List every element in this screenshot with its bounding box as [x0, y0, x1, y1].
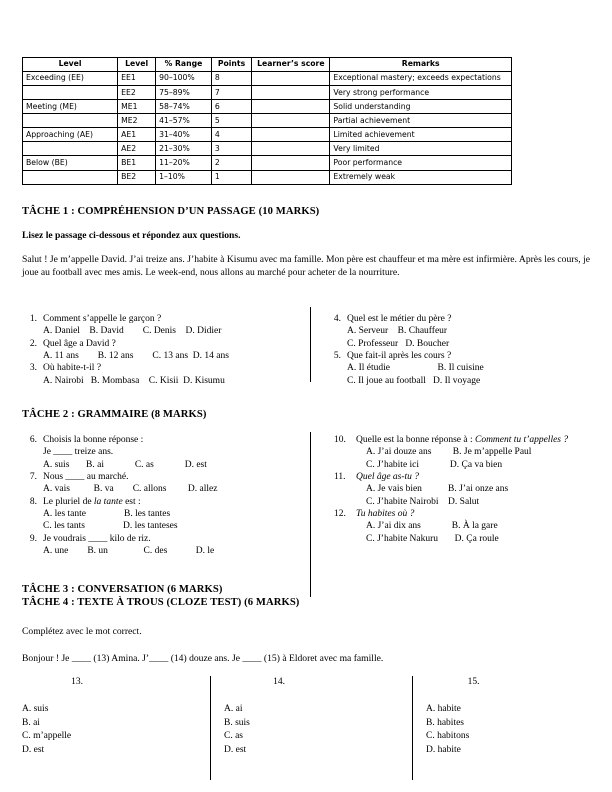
cell-level-code: EE1 — [118, 72, 156, 86]
question-item — [334, 508, 602, 545]
question-item — [26, 471, 316, 496]
cloze-item-number: 13. — [71, 677, 83, 687]
cell-remarks: Very strong performance — [330, 86, 512, 100]
column-divider-task2 — [310, 432, 311, 597]
cell-remarks: Limited achievement — [330, 128, 512, 142]
grading-rubric-table — [22, 57, 512, 185]
stem-italic: la tante — [93, 496, 123, 507]
question-options[interactable]: C. Professeur D. Boucher — [347, 338, 450, 349]
cloze-divider-left — [210, 676, 211, 780]
cell-learner-score[interactable] — [252, 142, 330, 156]
question-number: 2. — [29, 338, 37, 349]
cell-learner-score[interactable] — [252, 156, 330, 170]
cloze-column-14 — [224, 676, 409, 757]
rubric-table-body — [23, 72, 512, 185]
question-options[interactable]: A. suis B. ai C. as D. est — [43, 459, 207, 470]
cloze-divider-right — [412, 676, 413, 780]
stem-prefix: Quelle est la bonne réponse à : — [356, 435, 475, 445]
cell-level-band: Meeting (ME) — [23, 100, 118, 114]
task3-heading: TÂCHE 3 : CONVERSATION (6 MARKS) — [22, 584, 223, 595]
cell-percent-range: 1–10% — [156, 170, 212, 184]
question-number: 4. — [333, 314, 341, 324]
question-number: 7. — [29, 472, 37, 483]
cell-remarks: Exceptional mastery; exceeds expectations — [330, 72, 512, 86]
question-item — [334, 471, 602, 508]
stem-prefix: Le pluriel de — [43, 496, 94, 507]
cloze-option[interactable]: A. ai — [224, 704, 243, 715]
cell-percent-range: 58–74% — [156, 100, 212, 114]
cell-level-code: EE2 — [118, 86, 156, 100]
question-item — [26, 496, 316, 533]
question-number: 9. — [29, 533, 37, 544]
header-level-code: Level — [118, 58, 156, 72]
question-item — [334, 434, 602, 471]
question-stem: Quel âge a David ? — [43, 338, 116, 349]
question-number: 6. — [29, 435, 37, 445]
stem-italic: Tu habites où ? — [356, 509, 415, 520]
question-body — [43, 533, 316, 558]
question-options[interactable]: A. vais B. va C. allons D. allez — [43, 484, 218, 495]
cell-percent-range: 21–30% — [156, 142, 212, 156]
cell-percent-range: 11–20% — [156, 156, 212, 170]
question-stem: Comment s’appelle le garçon ? — [43, 314, 162, 324]
question-stem: Quel est le métier du père ? — [347, 314, 452, 324]
cell-level-band — [23, 114, 118, 128]
cell-level-band — [23, 170, 118, 184]
cloze-option[interactable]: B. ai — [22, 717, 40, 728]
cell-level-code: BE1 — [118, 156, 156, 170]
question-body — [43, 362, 306, 387]
table-header-row — [23, 58, 512, 72]
cell-points: 2 — [211, 156, 251, 170]
question-item — [26, 362, 306, 387]
cell-level-band — [23, 142, 118, 156]
cell-remarks: Solid understanding — [330, 100, 512, 114]
question-subtext: Je ____ treize ans. — [43, 447, 114, 458]
question-number: 10. — [334, 435, 346, 445]
table-row — [23, 170, 512, 184]
header-level-band: Level — [23, 58, 118, 72]
question-options[interactable]: C. J’habite ici D. Ça va bien — [366, 459, 503, 470]
question-body — [347, 313, 605, 350]
cloze-option[interactable]: C. m’appelle — [22, 731, 72, 742]
table-row — [23, 100, 512, 114]
cloze-option[interactable]: C. as — [224, 731, 243, 742]
question-options[interactable]: A. une B. un C. des D. le — [43, 546, 215, 557]
table-row — [23, 156, 512, 170]
task2-heading: TÂCHE 2 : GRAMMAIRE (8 MARKS) — [22, 409, 207, 420]
question-body — [43, 338, 306, 363]
stem-italic: Quel âge as-tu ? — [356, 472, 420, 483]
task4-cloze-text: Bonjour ! Je ____ (13) Amina. J’____ (14) douze ans. Je ____ (15) à Eldoret avec ma famille. — [22, 653, 384, 664]
question-item — [26, 313, 306, 338]
column-divider-task1 — [310, 307, 311, 382]
task2-questions-right — [334, 434, 602, 545]
cloze-option[interactable]: D. est — [224, 744, 247, 755]
table-row — [23, 142, 512, 156]
cell-points: 5 — [211, 114, 251, 128]
question-body — [43, 313, 306, 338]
question-body — [43, 471, 316, 496]
cloze-column-13 — [22, 676, 207, 757]
question-options[interactable]: A. J’ai douze ans B. Je m’appelle Paul — [366, 447, 532, 458]
cloze-option[interactable]: C. habitons — [426, 731, 470, 742]
cell-points: 7 — [211, 86, 251, 100]
cell-learner-score[interactable] — [252, 128, 330, 142]
question-body — [356, 434, 602, 471]
header-remarks: Remarks — [330, 58, 512, 72]
cell-points: 6 — [211, 100, 251, 114]
cloze-item-number: 15. — [467, 677, 480, 687]
question-number: 3. — [29, 363, 37, 374]
cell-level-code: BE2 — [118, 170, 156, 184]
question-options[interactable]: C. les tants D. les tanteses — [43, 521, 178, 532]
cell-level-code: AE1 — [118, 128, 156, 142]
stem-suffix: est : — [122, 496, 141, 507]
task1-heading: TÂCHE 1 : COMPRÉHENSION D’UN PASSAGE (10 MARKS) — [22, 206, 320, 217]
task1-instruction: Lisez le passage ci-dessous et répondez aux questions. — [22, 230, 241, 241]
cell-learner-score[interactable] — [252, 114, 330, 128]
table-row — [23, 72, 512, 86]
question-stem — [356, 508, 602, 520]
cloze-option[interactable]: D. habite — [426, 744, 461, 755]
question-stem: Je voudrais ____ kilo de riz. — [43, 533, 151, 544]
question-options[interactable]: A. J’ai dix ans B. À la gare — [366, 521, 498, 532]
question-number: 12. — [334, 509, 346, 520]
question-stem: Que fait-il après les cours ? — [347, 351, 452, 362]
stem-italic: Comment tu t’appelles ? — [474, 435, 569, 445]
cell-learner-score[interactable] — [252, 170, 330, 184]
cloze-option[interactable]: B. suis — [224, 717, 250, 728]
cell-points: 4 — [211, 128, 251, 142]
question-item — [26, 338, 306, 363]
cloze-option[interactable]: A. suis — [22, 704, 49, 715]
header-points: Points — [211, 58, 251, 72]
question-stem — [43, 496, 316, 508]
header-percent-range: % Range — [156, 58, 212, 72]
rubric-table — [22, 57, 512, 185]
question-stem — [356, 471, 602, 483]
cell-level-code: AE2 — [118, 142, 156, 156]
question-item — [330, 350, 605, 387]
question-item — [26, 434, 316, 471]
question-stem: Choisis la bonne réponse : — [43, 435, 144, 445]
cell-level-code: ME1 — [118, 100, 156, 114]
question-number: 5. — [333, 351, 341, 362]
cell-points: 3 — [211, 142, 251, 156]
question-options[interactable]: A. Je vais bien B. J’ai onze ans — [366, 484, 509, 495]
cell-remarks: Very limited — [330, 142, 512, 156]
cell-learner-score[interactable] — [252, 100, 330, 114]
question-stem: Où habite-t-il ? — [43, 363, 102, 374]
cell-percent-range: 41–57% — [156, 114, 212, 128]
task4-heading: TÂCHE 4 : TEXTE À TROUS (CLOZE TEST) (6 MARKS) — [22, 597, 300, 608]
cell-learner-score[interactable] — [252, 72, 330, 86]
task1-passage: Salut ! Je m’appelle David. J’ai treize ans. J’habite à Kisumu avec ma famille. Mon père est chauffeur et ma mère est infirmière. Après les cours, je joue au football avec mes amis. Le week-end, nous allons au marché pour acheter de la nourriture. — [22, 254, 590, 278]
cell-learner-score[interactable] — [252, 86, 330, 100]
task2-questions-left — [26, 434, 316, 557]
task4-instruction: Complétez avec le mot correct. — [22, 626, 142, 637]
question-body — [347, 350, 605, 387]
cloze-option[interactable]: A. habite — [426, 704, 461, 715]
cell-level-band: Approaching (AE) — [23, 128, 118, 142]
cloze-answer-columns — [22, 676, 590, 780]
question-options[interactable]: A. Daniel B. David C. Denis D. Didier — [43, 326, 222, 337]
cloze-column-15 — [426, 676, 591, 757]
header-learner-score: Learner’s score — [252, 58, 330, 72]
cell-level-band: Exceeding (EE) — [23, 72, 118, 86]
question-number: 8. — [29, 496, 37, 507]
cloze-option[interactable]: B. habites — [426, 717, 464, 728]
cell-level-band: Below (BE) — [23, 156, 118, 170]
task1-questions-right — [330, 313, 605, 387]
question-body — [43, 496, 316, 533]
question-item — [330, 313, 605, 350]
table-row — [23, 128, 512, 142]
question-options[interactable]: C. J’habite Nairobi D. Salut — [366, 496, 480, 507]
question-number: 1. — [29, 314, 37, 324]
question-item — [26, 533, 316, 558]
cell-percent-range: 75–89% — [156, 86, 212, 100]
question-options[interactable]: A. les tante B. les tantes — [43, 509, 171, 520]
cell-level-band — [23, 86, 118, 100]
cell-remarks: Partial achievement — [330, 114, 512, 128]
cell-remarks: Poor performance — [330, 156, 512, 170]
question-stem: Nous ____ au marché. — [43, 472, 129, 483]
question-options[interactable]: C. Il joue au football D. Il voyage — [347, 375, 481, 386]
cell-points: 8 — [211, 72, 251, 86]
question-options[interactable]: A. Il étudie B. Il cuisine — [347, 363, 484, 374]
table-row — [23, 114, 512, 128]
question-options[interactable]: A. 11 ans B. 12 ans C. 13 ans D. 14 ans — [43, 351, 229, 362]
cell-remarks: Extremely weak — [330, 170, 512, 184]
question-stem — [356, 434, 602, 446]
cloze-option[interactable]: D. est — [22, 744, 45, 755]
question-options[interactable]: A. Serveur B. Chauffeur — [347, 326, 448, 337]
cell-points: 1 — [211, 170, 251, 184]
question-body — [43, 434, 316, 471]
question-options[interactable]: C. J’habite Nakuru D. Ça roule — [366, 533, 499, 544]
cell-percent-range: 31–40% — [156, 128, 212, 142]
cloze-item-number: 14. — [273, 677, 285, 687]
question-body — [356, 508, 602, 545]
question-number: 11. — [334, 472, 346, 483]
table-row — [23, 86, 512, 100]
task1-questions-left — [26, 313, 306, 387]
cell-level-code: ME2 — [118, 114, 156, 128]
cell-percent-range: 90–100% — [156, 72, 212, 86]
question-body — [356, 471, 602, 508]
question-options[interactable]: A. Nairobi B. Mombasa C. Kisii D. Kisumu — [43, 375, 225, 386]
